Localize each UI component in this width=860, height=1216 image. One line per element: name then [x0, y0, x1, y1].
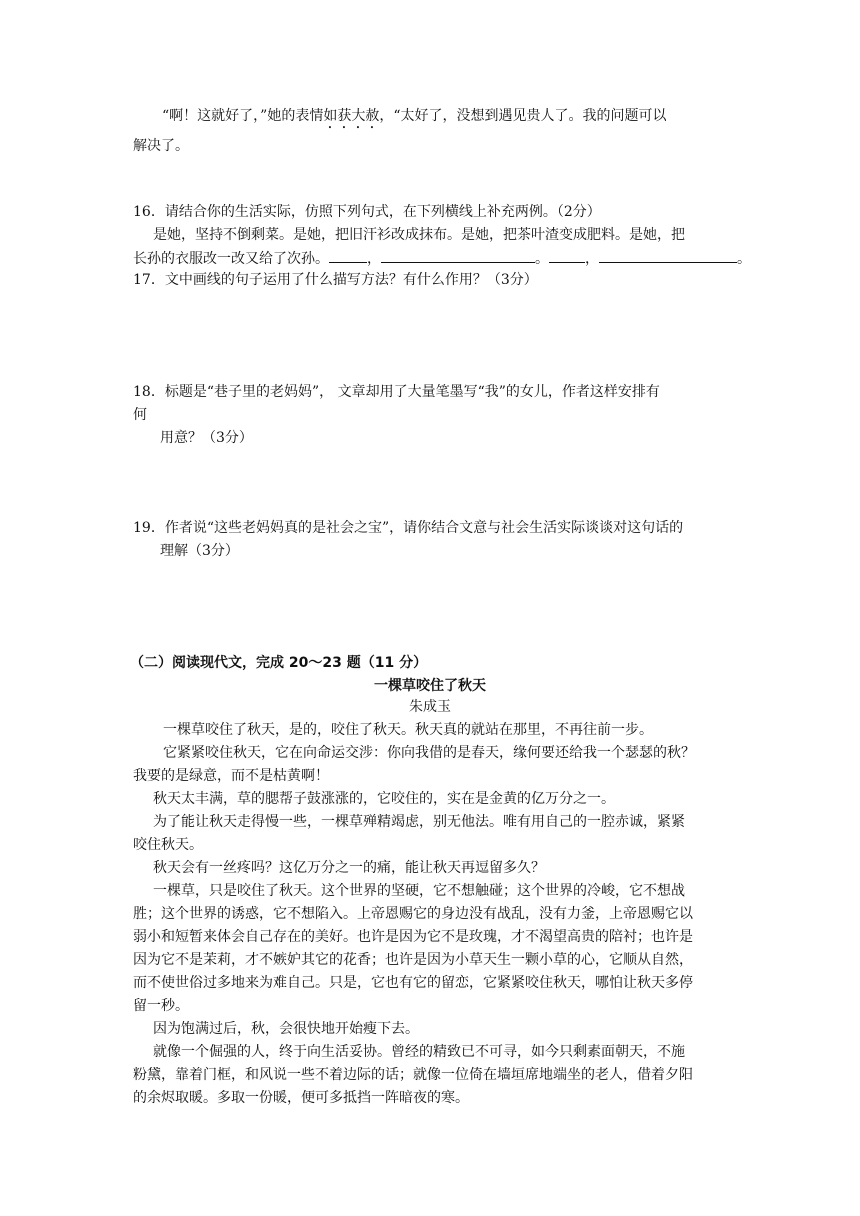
question-18-line-3: 用意？（3分） [160, 430, 253, 446]
article-author: 朱成玉 [409, 699, 451, 715]
paragraph-line: 秋天太丰满，草的腮帮子鼓涨涨的，它咬住的，实在是金黄的亿万分之一。 [153, 791, 615, 807]
paragraph-line: 一棵草，只是咬住了秋天。这个世界的坚硬，它不想触碰；这个世界的冷峻，它不想战 [153, 883, 685, 899]
paragraph-line: 粉黛，靠着门框，和风说一些不着边际的话；就像一位倚在墙垣席地端坐的老人，借着夕阳 [133, 1067, 693, 1083]
separator: 。 [737, 251, 751, 267]
answer-blank-4[interactable] [599, 248, 737, 263]
question-16-answer-line [133, 248, 751, 269]
dialog-text: “啊！这就好了，”她的表情 [162, 108, 324, 124]
answer-blank-2[interactable] [381, 248, 535, 263]
question-16-example: 是她，坚持不倒剩菜。是她，把旧汗衫改成抹布。是她，把茶叶渣变成肥料。是她，把 [153, 227, 685, 243]
separator: ， [367, 251, 381, 267]
paragraph-line: 因为饱满过后，秋，会很快地开始瘦下去。 [153, 1021, 419, 1037]
dialog-line-1 [162, 106, 666, 132]
paragraph-line: 咬住秋天。 [133, 837, 203, 853]
paragraph-line: 一棵草咬住了秋天，是的，咬住了秋天。秋天真的就站在那里，不再往前一步。 [163, 722, 653, 738]
question-17-label: 17．文中画线的句子运用了什么描写方法？有什么作用？（3分） [133, 272, 538, 288]
paragraph-line: 而不使世俗过多地来为难自己。只是，它也有它的留恋，它紧紧咬住秋天，哪怕让秋天多停 [133, 975, 693, 991]
answer-blank-3[interactable] [549, 248, 585, 263]
paragraph-line: 为了能让秋天走得慢一些，一棵草殚精竭虑，别无他法。唯有用自己的一腔赤诚，紧紧 [153, 814, 685, 830]
dialog-line-2: 解决了。 [133, 138, 189, 154]
paragraph-line: 秋天会有一丝疼吗？这亿万分之一的痛，能让秋天再逗留多久？ [153, 860, 545, 876]
question-16-label: 16．请结合你的生活实际，仿照下列句式，在下列横线上补充两例。（2分） [133, 204, 601, 220]
paragraph-line: 就像一个倔强的人，终于向生活妥协。曾经的精致已不可寻，如今只剩素面朝天，不施 [153, 1044, 685, 1060]
paragraph-line: 因为它不是茉莉，才不嫉妒其它的花香；也许是因为小草天生一颗小草的心，它顺从自然， [133, 952, 693, 968]
question-19-line-1: 19．作者说“这些老妈妈真的是社会之宝”，请你结合文意与社会生活实际谈谈对这句话的 [133, 520, 684, 536]
paragraph-line: 胜；这个世界的诱惑，它不想陷入。上帝恩赐它的身边没有战乱，没有力釜，上帝恩赐它以 [133, 906, 693, 922]
question-18-line-2: 何 [133, 407, 147, 423]
paragraph-line: 弱小和短暂来体会自己存在的美好。也许是因为它不是玫瑰，才不渴望高贵的陪衬；也许是 [133, 929, 693, 945]
paragraph-line: 它紧紧咬住秋天，它在向命运交涉：你向我借的是春天，缘何要还给我一个瑟瑟的秋？ [163, 745, 695, 761]
paragraph-line: 的余烬取暖。多取一份暖，便可多抵挡一阵暗夜的寒。 [133, 1090, 469, 1106]
paragraph-line: 我要的是绿意，而不是枯黄啊！ [133, 768, 329, 784]
separator: 。 [535, 251, 549, 267]
paragraph-line: 留一秒。 [133, 998, 189, 1014]
question-18-line-1: 18．标题是“巷子里的老妈妈”， 文章却用了大量笔墨写“我”的女儿，作者这样安排有 [133, 384, 660, 400]
question-19-line-2: 理解（3分） [160, 543, 239, 559]
article-title: 一棵草咬住了秋天 [374, 678, 486, 694]
section-heading: （二）阅读现代文，完成 20～23 题（11 分） [130, 655, 428, 671]
question-16-example-end: 长孙的衣服改一改又给了次孙。 [133, 251, 329, 267]
answer-blank-1[interactable] [329, 248, 367, 263]
dotted-phrase: 如获大赦 [323, 108, 380, 124]
separator: ， [585, 251, 599, 267]
dialog-text: ，“太好了，没想到遇见贵人了。我的问题可以 [379, 108, 667, 124]
